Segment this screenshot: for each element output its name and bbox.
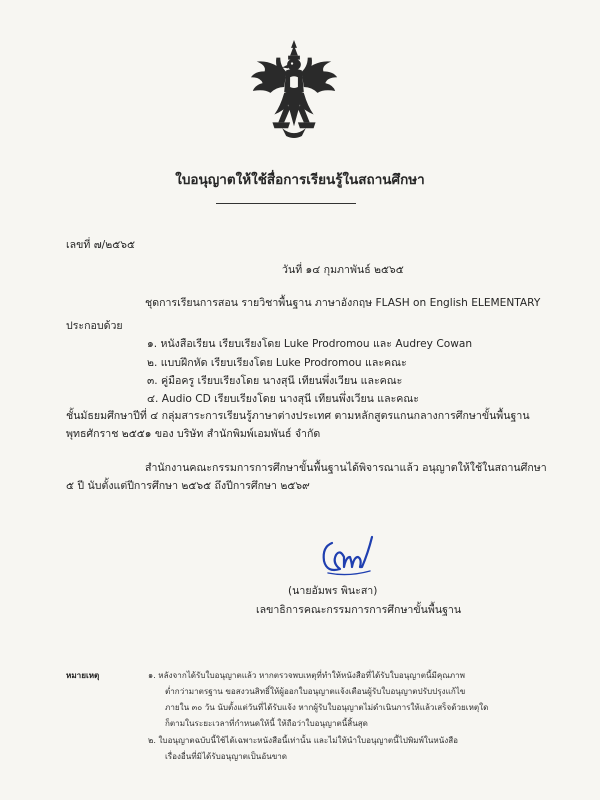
garuda-emblem-icon [245, 38, 343, 140]
note-line: ภายใน ๓๐ วัน นับตั้งแต่วันที่ได้รับแจ้ง หากผู้รับใบอนุญาตไม่ดำเนินการให้แล้วเสร็จด้วยเหตุใด [165, 702, 489, 712]
list-item: ๔. Audio CD เรียบเรียงโดย นางสุนี เทียนพึ่งเวียน และคณะ [147, 393, 419, 405]
body-line: ชุดการเรียนการสอน รายวิชาพื้นฐาน ภาษาอังกฤษ FLASH on English ELEMENTARY [145, 297, 541, 309]
list-item: ๑. หนังสือเรียน เรียบเรียงโดย Luke Prodromou และ Audrey Cowan [147, 338, 473, 350]
approval-line: ๕ ปี นับตั้งแต่ปีการศึกษา ๒๕๖๕ ถึงปีการศึกษา ๒๕๖๙ [66, 480, 310, 492]
body-line: ชั้นมัธยมศึกษาปีที่ ๔ กลุ่มสาระการเรียนรู้ภาษาต่างประเทศ ตามหลักสูตรแกนกลางการศึกษาขั้นพื้นฐาน [66, 410, 530, 422]
list-item: ๓. คู่มือครู เรียบเรียงโดย นางสุนี เทียนพึ่งเวียน และคณะ [147, 375, 403, 387]
document-number: เลขที่ ๗/๒๕๖๕ [66, 239, 135, 251]
note-line: ก็ตามในระยะเวลาที่กำหนดให้นี้ ให้ถือว่าใบอนุญาตนี้สิ้นสุด [165, 718, 368, 728]
signature-icon [318, 533, 378, 579]
body-line: พุทธศักราช ๒๕๕๑ ของ บริษัท สำนักพิมพ์เอมพันธ์ จำกัด [66, 428, 321, 440]
note-line: เรื่องอื่นที่มิได้รับอนุญาตเป็นอันขาด [165, 751, 288, 761]
note-line: ต่ำกว่ามาตรฐาน ขอสงวนสิทธิ์ให้ผู้ออกใบอนุญาตแจ้งเตือนผู้รับใบอนุญาตปรับปรุงแก้ไข [165, 686, 466, 696]
note-line: ๒. ใบอนุญาตฉบับนี้ใช้ได้เฉพาะหนังสือนี้เท่านั้น และไม่ให้นำใบอนุญาตนี้ไปพิมพ์ในหนังสือ [148, 735, 459, 745]
note-line: ๑. หลังจากได้รับใบอนุญาตแล้ว หากตรวจพบเหตุที่ทำให้หนังสือที่ได้รับใบอนุญาตนี้มีคุณภาพ [148, 670, 465, 680]
issue-date: วันที่ ๑๔ กุมภาพันธ์ ๒๕๖๕ [282, 264, 404, 276]
signatory-position: เลขาธิการคณะกรรมการการศึกษาขั้นพื้นฐาน [256, 604, 462, 616]
list-item: ๒. แบบฝึกหัด เรียบเรียงโดย Luke Prodromou และคณะ [147, 357, 407, 369]
title-divider [216, 203, 356, 204]
signatory-name: (นายอัมพร พินะสา) [288, 585, 378, 597]
approval-line: สำนักงานคณะกรรมการการศึกษาขั้นพื้นฐานได้พิจารณาแล้ว อนุญาตให้ใช้ในสถานศึกษา [145, 462, 547, 474]
notes-label: หมายเหตุ [66, 670, 100, 680]
document-title: ใบอนุญาตให้ใช้สื่อการเรียนรู้ในสถานศึกษา [175, 172, 425, 188]
body-line: ประกอบด้วย [66, 320, 123, 332]
